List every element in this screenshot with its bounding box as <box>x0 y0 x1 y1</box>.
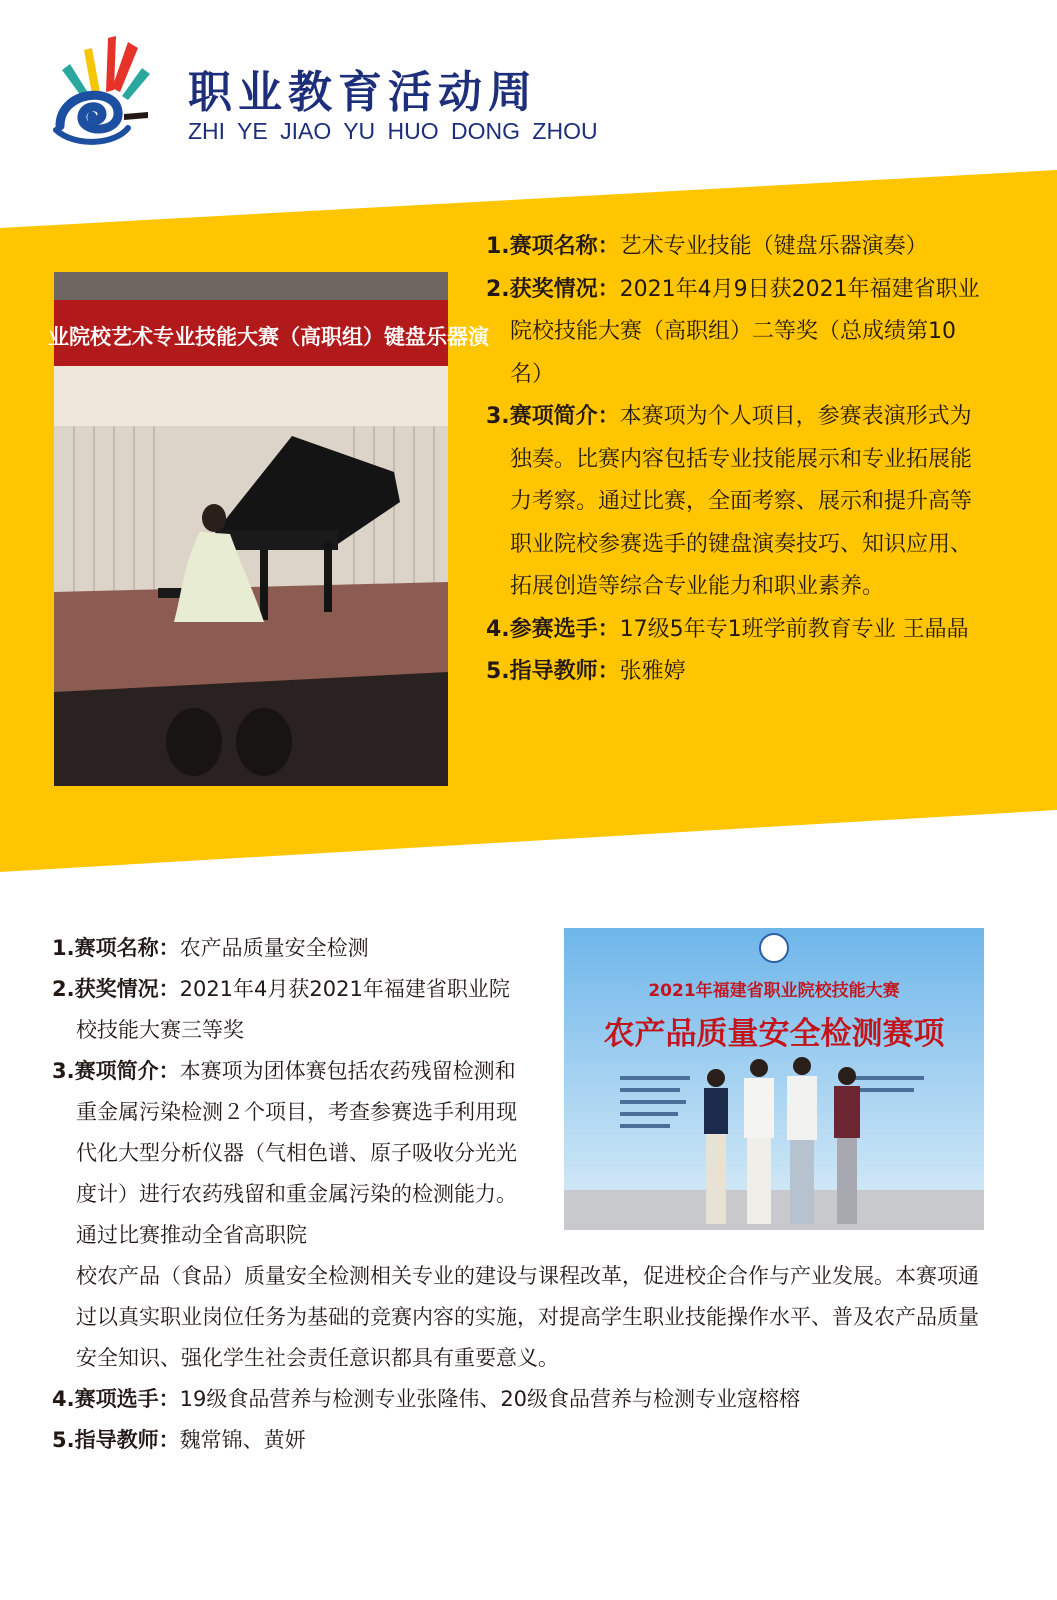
page-title: 职业教育活动周 <box>188 67 538 118</box>
banner-event-title: 农产品质量安全检测赛项 <box>603 1016 945 1052</box>
page-title-pinyin: ZHI YE JIAO YU HUO DONG ZHOU <box>188 118 598 144</box>
event1-item-teacher: 5.指导教师：张雅婷 <box>486 659 686 684</box>
banner-headline: 2021年福建省职业院校技能大赛 <box>648 981 900 1001</box>
event1-item-contestant: 4.参赛选手：17级5年专1班学前教育专业 王晶晶 <box>486 616 969 642</box>
event2-item-name: 1.赛项名称：农产品质量安全检测 <box>52 936 369 960</box>
event1-item-intro: 3.赛项简介：本赛项为个人项目，参赛表演形式为独奏。比赛内容包括专业技能展示和专业拓展能力考察。通过比赛，全面考察、展示和提升高等职业院校参赛选手的键盘演奏技巧、知识应用、拓展创造等综合专业能力和职业素养。 <box>486 404 973 599</box>
event2-item-contestants: 4.赛项选手：19级食品营养与检测专业张隆伟、20级食品营养与检测专业寇榕榕 <box>52 1387 801 1411</box>
event1-item-name: 1.赛项名称：艺术专业技能（键盘乐器演奏） <box>486 234 928 259</box>
team-competition-photo <box>564 928 984 1230</box>
event2-item-intro-continued: 校农产品（食品）质量安全检测相关专业的建设与课程改革，促进校企合作与产业发展。本赛项通过以真实职业岗位任务为基础的竞赛内容的实施，对提高学生职业技能操作水平、普及农产品质量安全知识、强化学生社会责任意识都具有重要意义。 <box>76 1264 979 1370</box>
event2-item-award: 2.获奖情况：2021年4月获2021年福建省职业院校技能大赛三等奖 <box>52 977 510 1042</box>
event2-item-teachers: 5.指导教师：魏常锦、黄妍 <box>52 1428 306 1452</box>
event2-item-intro: 3.赛项简介：本赛项为团体赛包括农药残留检测和重金属污染检测２个项目，考查参赛选手利用现代化大型分析仪器（气相色谱、原子吸收分光光度计）进行农药残留和重金属污染的检测能力。通过比赛推动全省高职院 <box>52 1059 517 1247</box>
event1-item-award: 2.获奖情况：2021年4月9日获2021年福建省职业院校技能大赛（高职组）二等奖（总成绩第10名） <box>486 276 980 387</box>
event1-details <box>486 226 986 694</box>
logo-icon <box>46 30 166 148</box>
event2-details <box>52 928 524 1256</box>
event2-details-continued <box>52 1256 992 1461</box>
piano-performance-photo <box>48 272 489 786</box>
banner-text: 业院校艺术专业技能大赛（高职组）键盘乐器演 <box>48 324 489 349</box>
